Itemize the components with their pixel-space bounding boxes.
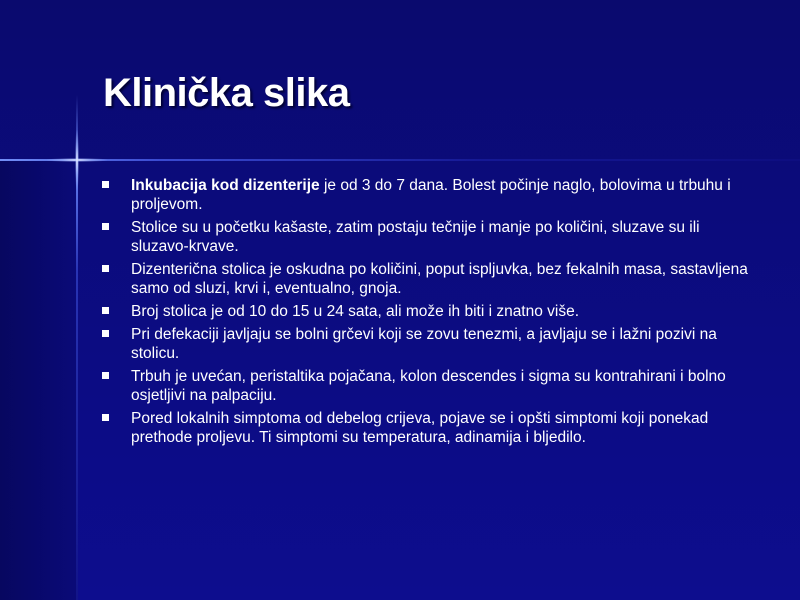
bullet-square-icon bbox=[102, 307, 109, 314]
bullet-text: Pri defekaciji javljaju se bolni grčevi koji se zovu tenezmi, a javljaju se i lažni pozivi na stolicu. bbox=[131, 326, 717, 362]
bullet-item-abdomen bbox=[102, 367, 752, 405]
bullet-list bbox=[102, 176, 752, 451]
bullet-text: Pored lokalnih simptoma od debelog crijeva, pojave se i opšti simptomi koji ponekad prethode proljevu. Ti simptomi su temperatura, adinamija i bljedilo. bbox=[131, 410, 709, 446]
bullet-text: Broj stolica je od 10 do 15 u 24 sata, ali može ih biti i znatno više. bbox=[131, 303, 580, 320]
bullet-square-icon bbox=[102, 330, 109, 337]
horizontal-accent-line bbox=[0, 159, 800, 161]
bullet-square-icon bbox=[102, 414, 109, 421]
bullet-item-incubation bbox=[102, 176, 752, 214]
bullet-square-icon bbox=[102, 265, 109, 272]
left-decorative-band bbox=[0, 160, 78, 600]
bullet-text: Stolice su u početku kašaste, zatim postaju tečnije i manje po količini, sluzave su ili sluzavo-krvave. bbox=[131, 219, 700, 255]
bullet-bold-term: Inkubacija kod dizenterije bbox=[131, 177, 320, 194]
bullet-item-stool-count bbox=[102, 302, 752, 321]
bullet-item-defecation bbox=[102, 325, 752, 363]
bullet-text: Dizenterična stolica je oskudna po količini, poput ispljuvka, bez fekalnih masa, sastavljena samo od sluzi, krvi i, eventualno, gnoja. bbox=[131, 261, 748, 297]
sparkle-vertical bbox=[75, 130, 79, 190]
slide-title: Klinička slika bbox=[103, 71, 350, 115]
bullet-text: je od 3 do 7 dana. Bolest počinje naglo, bolovima u trbuhu i proljevom. bbox=[131, 177, 731, 213]
bullet-text: Trbuh je uvećan, peristaltika pojačana, kolon descendes i sigma su kontrahirani i bolno osjetljivi na palpaciju. bbox=[131, 368, 726, 404]
bullet-square-icon bbox=[102, 181, 109, 188]
bullet-item-general-symptoms bbox=[102, 409, 752, 447]
bullet-square-icon bbox=[102, 223, 109, 230]
bullet-item-stools bbox=[102, 218, 752, 256]
bullet-square-icon bbox=[102, 372, 109, 379]
bullet-item-dysenteric-stool bbox=[102, 260, 752, 298]
